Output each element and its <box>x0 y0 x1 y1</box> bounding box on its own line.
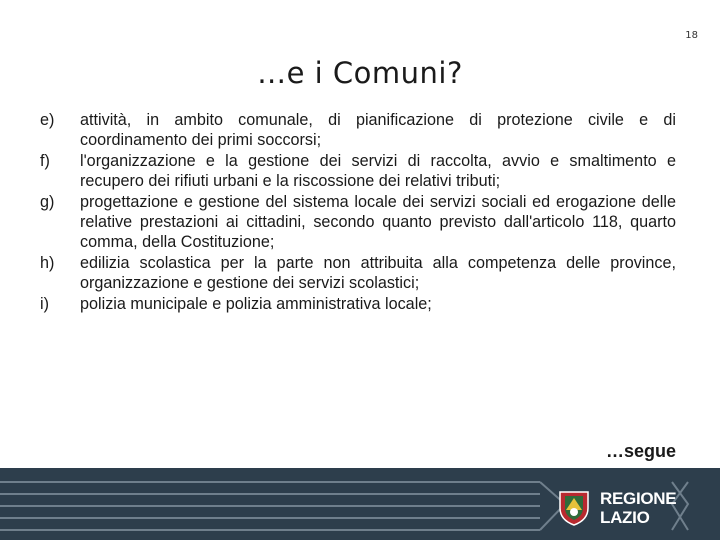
list-item <box>40 151 676 192</box>
list-item-text: edilizia scolastica per la parte non attribuita alla competenza delle province, organizzazione e gestione dei servizi scolastici; <box>80 253 676 293</box>
continuation-label: …segue <box>605 441 676 461</box>
brand-line-1: REGIONE <box>600 489 677 508</box>
brand-line-2: LAZIO <box>600 508 650 527</box>
list-item <box>40 294 676 314</box>
list-item <box>40 110 676 151</box>
list-item <box>40 253 676 294</box>
list-content <box>40 110 676 314</box>
regione-lazio-emblem-icon <box>556 486 592 526</box>
list-marker: e) <box>40 111 55 129</box>
page-number: 18 <box>685 30 698 41</box>
slide-title: …e i Comuni? <box>257 56 463 90</box>
list-marker: i) <box>40 294 49 313</box>
brand-logo <box>600 490 676 528</box>
list-marker: f) <box>40 151 50 170</box>
list-marker: h) <box>40 253 55 272</box>
list-item <box>40 192 676 253</box>
list-item-text: progettazione e gestione del sistema locale dei servizi sociali ed erogazione delle relative prestazioni ai cittadini, secondo quanto previsto dall'articolo 118, quarto comma, della Costituzione; <box>80 192 676 252</box>
list-item-text: polizia municipale e polizia amministrativa locale; <box>80 294 432 313</box>
list-marker: g) <box>40 192 55 211</box>
list-item-text: l'organizzazione e la gestione dei servizi di raccolta, avvio e smaltimento e recupero dei rifiuti urbani e la riscossione dei relativi tributi; <box>80 151 676 191</box>
list-item-text: attività, in ambito comunale, di pianificazione di protezione civile e di coordinamento dei primi soccorsi; <box>80 111 676 150</box>
